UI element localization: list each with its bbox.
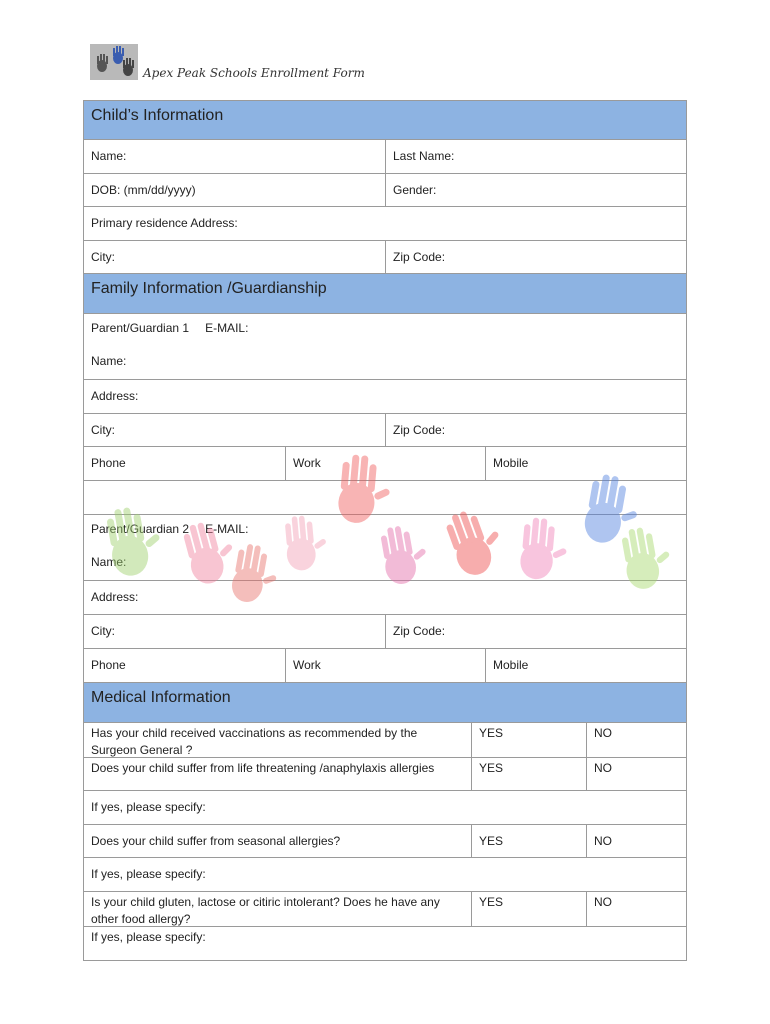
guardian1-label: Parent/Guardian 1 [91, 321, 190, 335]
guardian1-email-label: E-MAIL: [205, 321, 249, 335]
form-row [83, 858, 687, 892]
section-title: Child’s Information [91, 107, 224, 124]
child-gender-field[interactable]: Gender: [385, 174, 686, 206]
form-row [83, 581, 687, 615]
form-row [83, 649, 687, 683]
child-name-field[interactable]: Name: [91, 149, 127, 163]
section-header-family [83, 274, 687, 314]
guardian2-email-label: E-MAIL: [205, 522, 249, 536]
guardian1-name-email-field[interactable] [84, 314, 686, 379]
guardian2-name-email-field[interactable] [84, 515, 686, 580]
form-title: Apex Peak Schools Enrollment Form [143, 66, 365, 80]
form-row [83, 825, 687, 858]
guardian2-address-field[interactable]: Address: [91, 590, 139, 604]
child-zip-field[interactable]: Zip Code: [385, 241, 686, 273]
section-header-child [83, 100, 687, 140]
food-allergy-specify-field[interactable]: If yes, please specify: [91, 930, 206, 944]
form-row [83, 447, 687, 481]
vaccination-no-option[interactable]: NO [586, 723, 686, 757]
anaphylaxis-specify-field[interactable]: If yes, please specify: [91, 800, 206, 814]
child-last-name-field[interactable]: Last Name: [385, 140, 686, 173]
section-header-medical [83, 683, 687, 723]
food-allergy-question: Is your child gluten, lactose or citiric intolerant? Does he have any other food allergy? [91, 895, 440, 926]
anaphylaxis-question: Does your child suffer from life threatening /anaphylaxis allergies [91, 761, 435, 775]
spacer-row [83, 481, 687, 515]
form-row [83, 927, 687, 961]
guardian1-phone-field[interactable]: Phone [91, 456, 126, 470]
guardian1-zip-field[interactable]: Zip Code: [385, 414, 686, 446]
form-row [83, 314, 687, 380]
form-row [83, 615, 687, 649]
form-row [83, 414, 687, 447]
guardian2-zip-field[interactable]: Zip Code: [385, 615, 686, 648]
food-allergy-no-option[interactable]: NO [586, 892, 686, 926]
vaccination-yes-option[interactable]: YES [471, 723, 586, 757]
form-row [83, 515, 687, 581]
form-row [83, 758, 687, 791]
guardian2-city-field[interactable]: City: [91, 624, 115, 638]
food-allergy-yes-option[interactable]: YES [471, 892, 586, 926]
enrollment-form [83, 100, 687, 961]
guardian2-work-field[interactable]: Work [285, 649, 485, 682]
guardian2-mobile-field[interactable]: Mobile [485, 649, 686, 682]
form-row [83, 241, 687, 274]
child-dob-field[interactable]: DOB: (mm/dd/yyyy) [91, 183, 196, 197]
form-row [83, 791, 687, 825]
anaphylaxis-no-option[interactable]: NO [586, 758, 686, 790]
form-row [83, 207, 687, 241]
guardian1-name-label: Name: [91, 354, 127, 368]
guardian2-name-label: Name: [91, 555, 127, 569]
anaphylaxis-yes-option[interactable]: YES [471, 758, 586, 790]
section-title: Medical Information [91, 689, 231, 706]
form-row [83, 174, 687, 207]
guardian1-work-field[interactable]: Work [285, 447, 485, 480]
seasonal-specify-field[interactable]: If yes, please specify: [91, 867, 206, 881]
guardian2-label: Parent/Guardian 2 [91, 522, 190, 536]
form-row [83, 380, 687, 414]
form-row [83, 140, 687, 174]
child-city-field[interactable]: City: [91, 250, 115, 264]
guardian1-address-field[interactable]: Address: [91, 389, 139, 403]
blank-field[interactable] [84, 481, 686, 514]
handprints-logo-icon [90, 44, 138, 80]
vaccination-question: Has your child received vaccinations as recommended by the Surgeon General ? [91, 726, 418, 757]
seasonal-allergies-question: Does your child suffer from seasonal allergies? [91, 834, 341, 848]
guardian1-city-field[interactable]: City: [91, 423, 115, 437]
child-address-field[interactable]: Primary residence Address: [91, 216, 238, 230]
guardian2-phone-field[interactable]: Phone [91, 658, 126, 672]
seasonal-yes-option[interactable]: YES [471, 825, 586, 857]
form-row [83, 723, 687, 758]
guardian1-mobile-field[interactable]: Mobile [485, 447, 686, 480]
seasonal-no-option[interactable]: NO [586, 825, 686, 857]
form-row [83, 892, 687, 927]
section-title: Family Information /Guardianship [91, 280, 327, 297]
